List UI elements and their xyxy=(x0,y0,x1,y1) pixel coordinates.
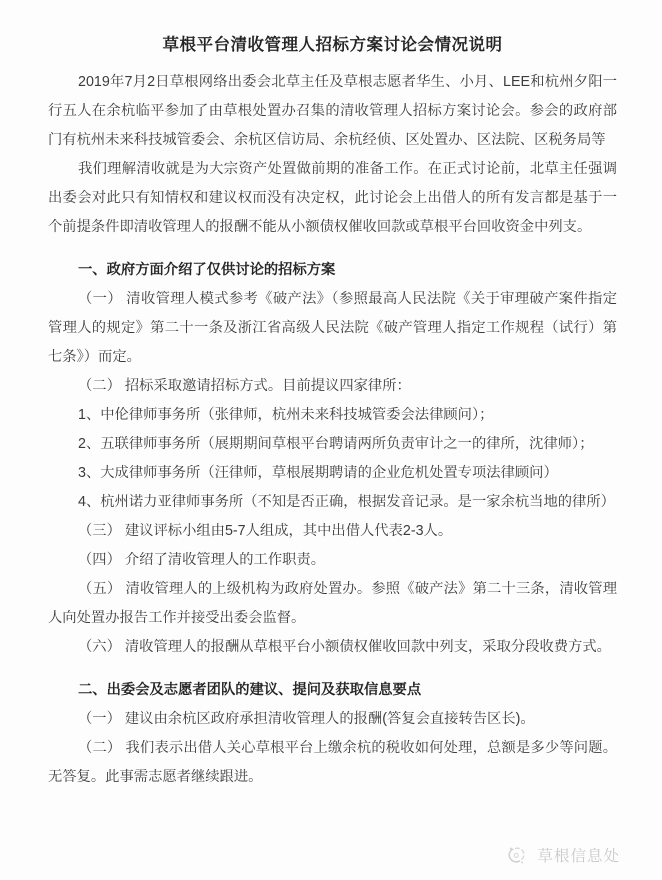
section1-lawfirm-2: 2、五联律师事务所（展期期间草根平台聘请两所负责审计之一的律所，沈律师）； xyxy=(78,436,594,452)
intro-paragraph-2: 我们理解清收就是为大宗资产处置做前期的准备工作。在正式讨论前，北草主任强调出委会对此只有知情权和建议权而没有决定权，此讨论会上出借人的所有发言都是基于一个前提条件即清收管理人的报酬不能从小额债权催收回款或草根平台回收资金中列支。 xyxy=(48,161,617,235)
intro-paragraph-1: 2019年7月2日草根网络出委会北草主任及草根志愿者华生、小月、LEE和杭州夕阳一行五人在余杭临平参加了由草根处置办召集的清收管理人招标方案讨论会。参会的政府部门有杭州未来科技城管委会、余杭区信访局、余杭经侦、区处置办、区法院、区税务局等 xyxy=(48,74,617,148)
document-title: 草根平台清收管理人招标方案讨论会情况说明 xyxy=(162,36,503,54)
section1-lawfirm-3: 3、大成律师事务所（汪律师，草根展期聘请的企业危机处置专项法律顾问） xyxy=(78,465,558,481)
section2-item-2: （二） 我们表示出借人关心草根平台上缴余杭的税收如何处理，总额是多少等问题。无答复。此事需志愿者继续跟进。 xyxy=(48,740,617,785)
section1-item-6: （六） 清收管理人的报酬从草根平台小额债权催收回款中列支，采取分段收费方式。 xyxy=(78,639,611,655)
watermark xyxy=(505,845,620,868)
section1-item-1: （一） 清收管理人模式参考《破产法》（参照最高人民法院《关于审理破产案件指定管理人的规定》第二十一条及浙江省高级人民法院《破产管理人指定工作规程（试行）第七条》）而定。 xyxy=(48,291,617,365)
section1-item-5: （五） 清收管理人的上级机构为政府处置办。参照《破产法》第二十三条，清收管理人向处置办报告工作并接受出委会监督。 xyxy=(48,581,617,626)
section2-heading: 二、出委会及志愿者团队的建议、提问及获取信息要点 xyxy=(78,682,422,698)
section1-lawfirm-1: 1、中伦律师事务所（张律师，杭州未来科技城管委会法律顾问）； xyxy=(78,407,494,423)
section1-lawfirm-4: 4、杭州诺力亚律师事务所（不知是否正确，根据发音记录。是一家余杭当地的律所） xyxy=(78,494,615,510)
section1-item-4: （四） 介绍了清收管理人的工作职责。 xyxy=(78,552,326,568)
section2-item-1: （一） 建议由余杭区政府承担清收管理人的报酬(答复会直接转告区长)。 xyxy=(78,711,535,727)
section1-heading: 一、政府方面介绍了仅供讨论的招标方案 xyxy=(78,262,336,278)
caogen-logo-icon xyxy=(505,845,528,868)
section1-item-2: （二） 招标采取邀请招标方式。目前提议四家律所： xyxy=(78,378,411,394)
section1-item-3: （三） 建议评标小组由5-7人组成，其中出借人代表2-3人。 xyxy=(78,523,453,539)
watermark-label: 草根信息处 xyxy=(537,847,620,865)
